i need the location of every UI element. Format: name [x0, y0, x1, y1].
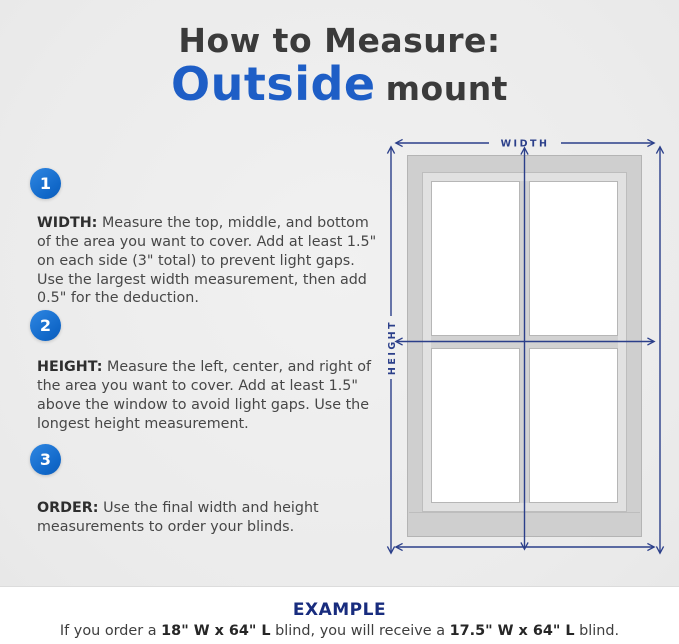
height-label: HEIGHT [386, 319, 398, 376]
step-1-body: Measure the top, middle, and bottom of the area you want to cover. Add at least 1.5" on each side (3" total) to prevent light gaps. Use the largest width measurement, then add 0.5" for the deduction. [37, 215, 377, 307]
example-section [0, 586, 679, 644]
width-label: WIDTH [500, 138, 550, 150]
window-diagram [380, 130, 670, 595]
mount-word: mount [385, 68, 508, 108]
example-heading: EXAMPLE [292, 600, 387, 620]
step-2-text [37, 358, 385, 433]
mount-type-highlight: Outside [171, 56, 376, 111]
step-1-text [37, 214, 385, 308]
page-subtitle [0, 56, 679, 111]
step-2-label: HEIGHT: [37, 359, 103, 376]
step-2-badge: 2 [30, 310, 61, 341]
example-sentence [0, 623, 679, 639]
step-3-badge: 3 [30, 444, 61, 475]
example-suffix: blind. [574, 623, 620, 639]
step-2-body: Measure the left, center, and right of the area you want to cover. Add at least 1.5" above the window to avoid light gaps. Use the longest height measurement. [37, 359, 372, 432]
example-prefix: If you order a [59, 623, 162, 639]
step-1-badge: 1 [30, 168, 61, 199]
step-1-label: WIDTH: [37, 215, 98, 232]
step-3-text [37, 499, 385, 537]
header [0, 21, 679, 111]
received-size: 17.5" W x 64" L [449, 623, 575, 639]
ordered-size: 18" W x 64" L [161, 623, 271, 639]
step-3-body: Use the final width and height measurements to order your blinds. [37, 500, 319, 536]
example-middle: blind, you will receive a [270, 623, 450, 639]
step-3-label: ORDER: [37, 500, 99, 517]
dimension-arrows [380, 130, 670, 595]
page-title: How to Measure: [178, 21, 501, 60]
